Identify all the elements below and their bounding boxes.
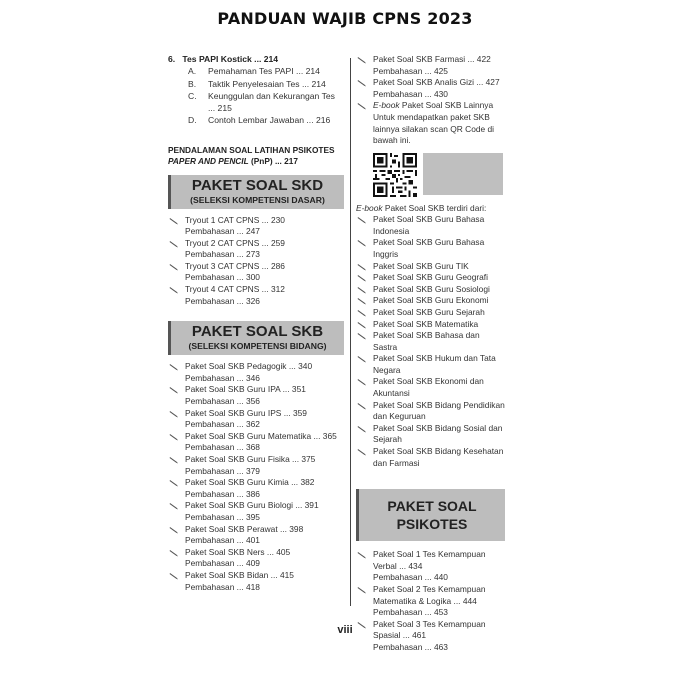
list-item-text: Paket Soal SKB Bidang Kesehatan dan Farmasi	[373, 446, 504, 468]
toc-subitem	[168, 115, 344, 127]
pencil-icon	[357, 551, 367, 559]
skd-banner	[168, 175, 344, 209]
pencil-icon	[357, 355, 367, 363]
list-item	[356, 284, 506, 296]
toc-subitem-letter: A.	[188, 66, 197, 76]
list-item-text: Paket Soal SKB Guru Fisika ... 375	[185, 454, 316, 464]
pnp-heading	[168, 145, 344, 167]
right-column	[356, 54, 506, 654]
skb-subtitle: (SELEKSI KOMPETENSI BIDANG)	[188, 341, 327, 352]
right-top-list	[356, 54, 506, 100]
list-item	[168, 477, 344, 500]
toc-subitem	[168, 79, 344, 91]
pencil-icon	[357, 402, 367, 410]
list-item	[168, 570, 344, 593]
pnp-line2-rest: (PnP) ... 217	[248, 155, 299, 166]
qr-side-panel	[423, 153, 503, 195]
pencil-icon	[169, 240, 179, 248]
list-item	[168, 500, 344, 523]
toc-subitem-letter: C.	[188, 91, 197, 101]
list-item	[168, 215, 344, 238]
ebook-intro-italic: E-book	[356, 202, 383, 213]
pencil-icon	[357, 332, 367, 340]
list-item-text: Paket Soal SKB Guru Kimia ... 382	[185, 477, 315, 488]
list-item	[168, 454, 344, 477]
pencil-icon	[357, 586, 367, 594]
list-item-text: Paket Soal SKB Analis Gizi ... 427	[373, 77, 500, 88]
pencil-icon	[357, 321, 367, 329]
list-item-pembahasan: Pembahasan ... 386	[185, 488, 260, 499]
pencil-icon	[357, 309, 367, 317]
list-item-pembahasan: Pembahasan ... 346	[185, 372, 260, 383]
list-item-text: Paket Soal SKB Bahasa dan Sastra	[373, 330, 480, 352]
pencil-icon	[357, 425, 367, 433]
list-item-text: Paket Soal SKB Guru IPS ... 359	[185, 407, 307, 418]
list-item-pembahasan: Pembahasan ... 247	[185, 226, 260, 237]
skb-title: PAKET SOAL SKB	[191, 323, 324, 341]
list-item-pembahasan: Pembahasan ... 430	[373, 88, 448, 99]
toc-subitem-text: Contoh Lembar Jawaban ... 216	[208, 115, 331, 125]
pencil-icon	[169, 286, 179, 294]
ebook-intro-rest: Paket Soal SKB terdiri dari:	[382, 202, 487, 213]
ebook-more-block	[356, 100, 506, 146]
list-item-text: Paket Soal SKB Guru TIK	[373, 260, 469, 271]
list-item	[356, 423, 506, 446]
list-item-pembahasan: Pembahasan ... 395	[185, 511, 260, 522]
pencil-icon	[357, 378, 367, 386]
toc-subitem	[168, 91, 344, 114]
pencil-icon	[169, 263, 179, 271]
list-item-text: Paket Soal SKB Guru IPA ... 351	[185, 384, 306, 395]
list-item	[356, 353, 506, 376]
pencil-icon	[357, 239, 367, 247]
pencil-icon	[169, 456, 179, 464]
list-item-pembahasan: Pembahasan ... 362	[185, 419, 260, 430]
list-item-pembahasan: Pembahasan ... 300	[185, 272, 260, 283]
section-title: Tes PAPI Kostick ... 214	[182, 54, 279, 64]
list-item-text: Paket Soal SKB Ners ... 405	[185, 546, 291, 557]
psikotes-list	[356, 549, 506, 653]
skd-list	[168, 215, 344, 308]
list-item-text: Paket Soal SKB Guru Ekonomi	[373, 295, 489, 306]
list-item	[168, 261, 344, 284]
pencil-icon	[169, 549, 179, 557]
pencil-icon	[357, 263, 367, 271]
pnp-line2-italic: PAPER AND PENCIL	[168, 155, 249, 166]
pencil-icon	[357, 297, 367, 305]
list-item-text: Paket Soal SKB Farmasi ... 422	[373, 54, 491, 64]
list-item	[356, 376, 506, 399]
column-divider	[350, 58, 351, 606]
list-item	[168, 524, 344, 547]
skb-banner	[168, 321, 344, 355]
list-item-text: Tryout 4 CAT CPNS ... 312	[185, 284, 285, 295]
section-number: 6.	[168, 54, 176, 64]
list-item-text: Paket Soal SKB Ekonomi dan Akuntansi	[373, 376, 484, 399]
list-item-text: Paket Soal SKB Guru Bahasa Inggris	[373, 237, 485, 259]
skb-list	[168, 361, 344, 593]
list-item	[356, 237, 506, 260]
page-number: viii	[337, 624, 353, 636]
toc-subitem-text: Keunggulan dan Kekurangan Tes ... 215	[208, 91, 335, 113]
list-item-text: Paket Soal SKB Guru Bahasa Indonesia	[373, 214, 485, 236]
pencil-icon	[169, 433, 179, 441]
list-item-text: Paket Soal SKB Hukum dan Tata Negara	[373, 353, 496, 375]
list-item	[356, 295, 506, 307]
list-item-text: Paket Soal SKB Bidan ... 415	[185, 569, 294, 580]
list-item	[356, 272, 506, 284]
list-item	[356, 400, 506, 423]
list-item	[356, 446, 506, 469]
pencil-icon	[169, 410, 179, 418]
pencil-icon	[357, 102, 367, 110]
list-item-text: Paket Soal SKB Pedagogik ... 340	[185, 361, 313, 372]
list-item-pembahasan: Pembahasan ... 463	[373, 641, 448, 652]
list-item-pembahasan: Pembahasan ... 418	[185, 581, 260, 592]
qr-row	[373, 153, 506, 197]
toc-subitem-letter: D.	[188, 115, 197, 125]
pencil-icon	[357, 216, 367, 224]
toc-subitem-letter: B.	[188, 78, 197, 89]
list-item-pembahasan: Pembahasan ... 409	[185, 558, 260, 569]
list-item-pembahasan: Pembahasan ... 273	[185, 249, 260, 260]
list-item	[168, 384, 344, 407]
left-column	[168, 54, 344, 593]
list-item	[356, 549, 506, 584]
list-item-text: Paket Soal 3 Tes Kemampuan Spasial ... 461	[373, 618, 486, 641]
toc-subitem-text: Taktik Penyelesaian Tes ... 214	[208, 78, 326, 89]
list-item	[356, 330, 506, 353]
list-item-pembahasan: Pembahasan ... 401	[185, 535, 260, 546]
ebook-intro	[356, 203, 506, 214]
qr-code-icon[interactable]	[373, 153, 417, 197]
list-item	[168, 408, 344, 431]
list-item-pembahasan: Pembahasan ... 425	[373, 65, 448, 76]
list-item-pembahasan: Pembahasan ... 356	[185, 396, 260, 407]
list-item-pembahasan: Pembahasan ... 368	[185, 442, 260, 453]
list-item	[168, 431, 344, 454]
skd-title: PAKET SOAL SKD	[191, 176, 324, 194]
pnp-line1: PENDALAMAN SOAL LATIHAN PSIKOTES	[168, 144, 335, 155]
list-item-text: Tryout 1 CAT CPNS ... 230	[185, 214, 285, 225]
pencil-icon	[357, 286, 367, 294]
page-header-title: PANDUAN WAJIB CPNS 2023	[217, 9, 473, 28]
list-item	[168, 361, 344, 384]
pencil-icon	[169, 386, 179, 394]
ebook-more-desc: Untuk mendapatkan paket SKB lainnya silakan scan QR Code di bawah ini.	[373, 111, 495, 146]
list-item-text: Paket Soal SKB Bidang Pendidikan dan Keguruan	[373, 399, 505, 422]
ebook-more-rest: Paket Soal SKB Lainnya	[399, 100, 494, 111]
pencil-icon	[169, 479, 179, 487]
list-item-text: Paket Soal 1 Tes Kemampuan Verbal ... 434	[373, 549, 486, 571]
pencil-icon	[169, 526, 179, 534]
list-item-text: Paket Soal SKB Guru Sejarah	[373, 306, 485, 317]
skd-subtitle: (SELEKSI KOMPETENSI DASAR)	[190, 194, 325, 205]
pencil-icon	[169, 572, 179, 580]
list-item-text: Paket Soal SKB Guru Sosiologi	[373, 283, 490, 294]
list-item	[356, 584, 506, 619]
list-item	[356, 54, 506, 77]
pencil-icon	[169, 363, 179, 371]
list-item	[168, 284, 344, 307]
toc-subitem-text: Pemahaman Tes PAPI ... 214	[208, 66, 320, 76]
pencil-icon	[357, 56, 367, 64]
list-item	[356, 261, 506, 273]
list-item	[356, 319, 506, 331]
list-item	[356, 307, 506, 319]
list-item-pembahasan: Pembahasan ... 453	[373, 607, 448, 618]
ebook-list	[356, 214, 506, 469]
list-item	[356, 214, 506, 237]
list-item-text: Paket Soal SKB Guru Geografi	[373, 272, 488, 283]
list-item-text: Paket Soal 2 Tes Kemampuan Matematika & Logika ... 444	[373, 584, 486, 606]
list-item-text: Paket Soal SKB Bidang Sosial dan Sejarah	[373, 422, 503, 445]
list-item-text: Paket Soal SKB Perawat ... 398	[185, 523, 304, 534]
list-item-pembahasan: Pembahasan ... 326	[185, 295, 260, 306]
list-item-text: Paket Soal SKB Guru Matematika ... 365	[185, 430, 337, 441]
list-item-pembahasan: Pembahasan ... 379	[185, 465, 260, 476]
pencil-icon	[357, 448, 367, 456]
section-6	[168, 54, 344, 127]
list-item-text: Tryout 2 CAT CPNS ... 259	[185, 237, 285, 248]
pencil-icon	[357, 79, 367, 87]
list-item-text: Paket Soal SKB Matematika	[373, 318, 479, 329]
list-item	[356, 77, 506, 100]
pencil-icon	[357, 274, 367, 282]
toc-subitem	[168, 66, 344, 78]
list-item-pembahasan: Pembahasan ... 440	[373, 572, 448, 583]
list-item-text: Tryout 3 CAT CPNS ... 286	[185, 260, 285, 271]
list-item	[168, 547, 344, 570]
ebook-more-italic: E-book	[373, 100, 400, 111]
pencil-icon	[169, 217, 179, 225]
pencil-icon	[169, 502, 179, 510]
list-item	[168, 238, 344, 261]
list-item-text: Paket Soal SKB Guru Biologi ... 391	[185, 500, 319, 511]
psikotes-banner: PAKET SOAL PSIKOTES	[356, 489, 505, 541]
